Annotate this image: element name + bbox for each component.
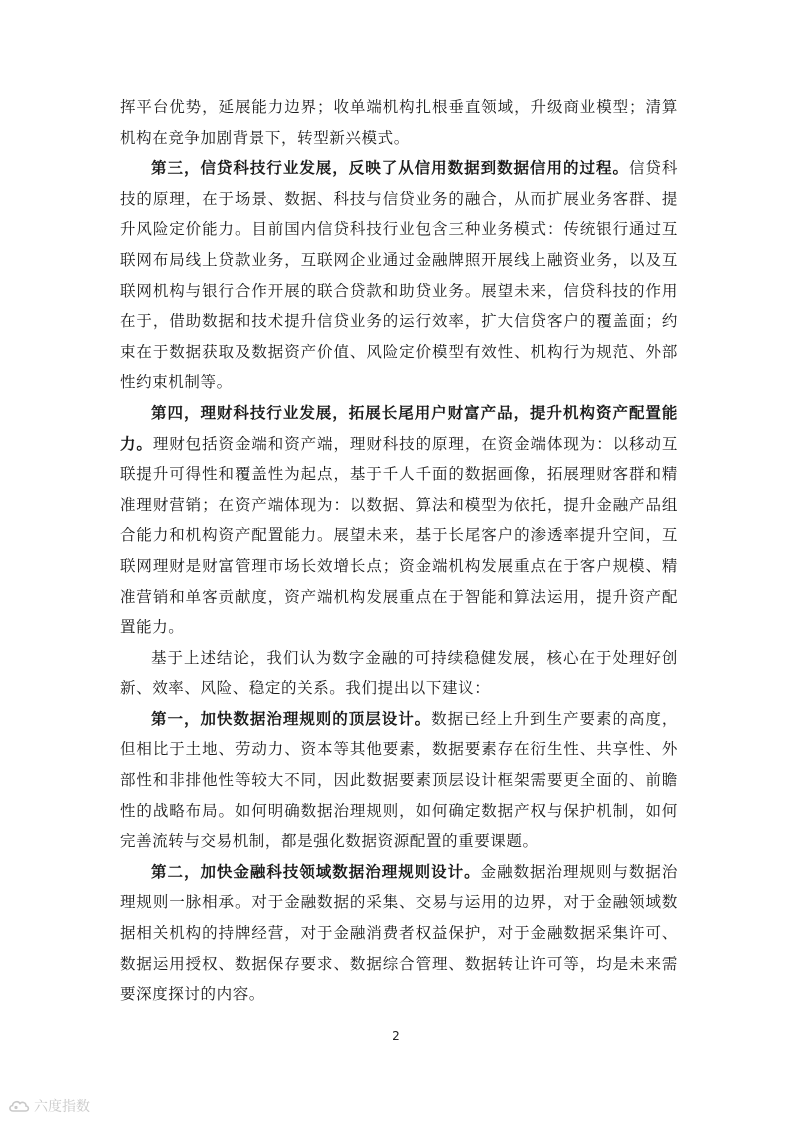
paragraph-lead: 第四，理财科技行业发展，拓展长尾用户财富产品，提升机构资产配置能力。 <box>120 403 678 453</box>
paragraph-wealth-tech <box>120 398 678 643</box>
paragraph-credit-tech <box>120 153 678 398</box>
paragraph-text: 理财包括资金端和资产端，理财科技的原理，在资金端体现为：以移动互联提升可得性和覆盖性为起点，基于千人千面的数据画像，拓展理财客群和精准理财营销；在资产端体现为：以数据、算法和模型为依托，提升金融产品组合能力和机构资产配置能力。展望未来，基于长尾客户的渗透率提升空间，互联网理财是财富管理市场长效增长点；资金端机构发展重点在于客户规模、精准营销和单客贡献度，资产端机构发展重点在于智能和算法运用，提升资产配置能力。 <box>120 434 678 637</box>
page-number: 2 <box>392 1029 400 1043</box>
paragraph-lead: 第一，加快数据治理规则的顶层设计。 <box>151 709 432 728</box>
paragraph-lead: 第二，加快金融科技领域数据治理规则设计。 <box>151 862 481 881</box>
paragraph-text: 信贷科技的原理，在于场景、数据、科技与信贷业务的融合，从而扩展业务客群、提升风险定价能力。目前国内信贷科技行业包含三种业务模式：传统银行通过互联网布局线上贷款业务，互联网企业通过金融牌照开展线上融资业务，以及互联网机构与银行合作开展的联合贷款和助贷业务。展望未来，信贷科技的作用在于，借助数据和技术提升信贷业务的运行效率，扩大信贷客户的覆盖面；约束在于数据获取及数据资产价值、风险定价模型有效性、机构行为规范、外部性约束机制等。 <box>120 159 678 392</box>
body-text <box>120 92 678 1010</box>
paragraph-continuation <box>120 92 678 153</box>
watermark <box>8 1096 90 1116</box>
watermark-text: 六度指数 <box>34 1099 90 1115</box>
paragraph-text: 挥平台优势，延展能力边界；收单端机构扎根垂直领域，升级商业模型；清算机构在竞争加剧背景下，转型新兴模式。 <box>120 98 678 147</box>
paragraph-recommendation-1 <box>120 704 678 857</box>
paragraph-text: 金融数据治理规则与数据治理规则一脉相承。对于金融数据的采集、交易与运用的边界，对于金融领域数据相关机构的持牌经营，对于金融消费者权益保护，对于金融数据采集许可、数据运用授权、数据保存要求、数据综合管理、数据转让许可等，均是未来需要深度探讨的内容。 <box>120 862 678 1004</box>
paragraph-text: 数据已经上升到生产要素的高度，但相比于土地、劳动力、资本等其他要素，数据要素存在衍生性、共享性、外部性和非排他性等较大不同，因此数据要素顶层设计框架需要更全面的、前瞻性的战略布局。如何明确数据治理规则，如何确定数据产权与保护机制，如何完善流转与交易机制，都是强化数据资源配置的重要课题。 <box>120 709 678 851</box>
paragraph-lead: 第三，信贷科技行业发展，反映了从信用数据到数据信用的过程。 <box>151 159 629 178</box>
paragraph-recommendation-2 <box>120 857 678 1010</box>
paragraph-text: 基于上述结论，我们认为数字金融的可持续稳健发展，核心在于处理好创新、效率、风险、稳定的关系。我们提出以下建议： <box>120 648 678 698</box>
cloud-logo-icon <box>8 1098 30 1114</box>
paragraph-conclusion <box>120 643 678 704</box>
